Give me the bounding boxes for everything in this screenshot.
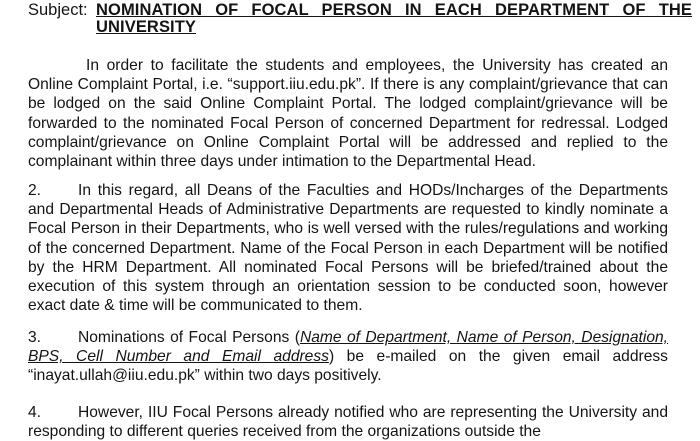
paragraph-3 (28, 328, 668, 386)
paragraph-3-text-before: Nominations of Focal Persons ( (78, 329, 300, 346)
paragraph-1 (28, 56, 668, 171)
paragraph-1-text: In order to facilitate the students and employees, the University has created an Online Complaint Portal, i.e. “support.iiu.edu.pk”. If there is any complaint/grievance that can be lodged on the said Online Complaint Portal. The lodged complaint/grievance will be forwarded to the nominated Focal Person of concerned Department for redressal. Lodged complaint/grievance on Online Complaint Portal will be addressed and replied to the complainant within three days under intimation to the Departmental Head. (28, 57, 668, 171)
paragraph-4-number: 4. (28, 404, 42, 421)
paragraph-2-text: In this regard, all Deans of the Faculties and HODs/Incharges of the Departments and Departmental Heads of Administrative Departments are requested to kindly nominate a Focal Person in their Departments, who is well versed with the rules/regulations and working of the concerned Department. Name of the Focal Person in each Department will be notified by the HRM Department. All nominated Focal Persons will be briefed/trained about the execution of this system through an orientation session to be conducted soon, however exact date & time will be communicated to them. (28, 182, 668, 315)
paragraph-3-text-after: ) be e-mailed on the given email address “inayat.ullah@iiu.edu.pk” within two days positively. (28, 348, 668, 385)
subject-label: Subject: (28, 1, 88, 19)
paragraph-2 (28, 181, 668, 315)
paragraph-3-number: 3. (28, 329, 42, 346)
paragraph-4 (28, 403, 668, 441)
subject-title: NOMINATION OF FOCAL PERSON IN EACH DEPARTMENT OF THE UNIVERSITY (96, 1, 692, 36)
paragraph-3-emphasis: Name of Department, Name of Person, Designation, BPS, Cell Number and Email address (28, 329, 668, 366)
paragraph-2-number: 2. (28, 182, 42, 199)
paragraph-4-text: However, IIU Focal Persons already notified who are representing the University and responding to different queries received from the organizations outside the (28, 404, 668, 441)
